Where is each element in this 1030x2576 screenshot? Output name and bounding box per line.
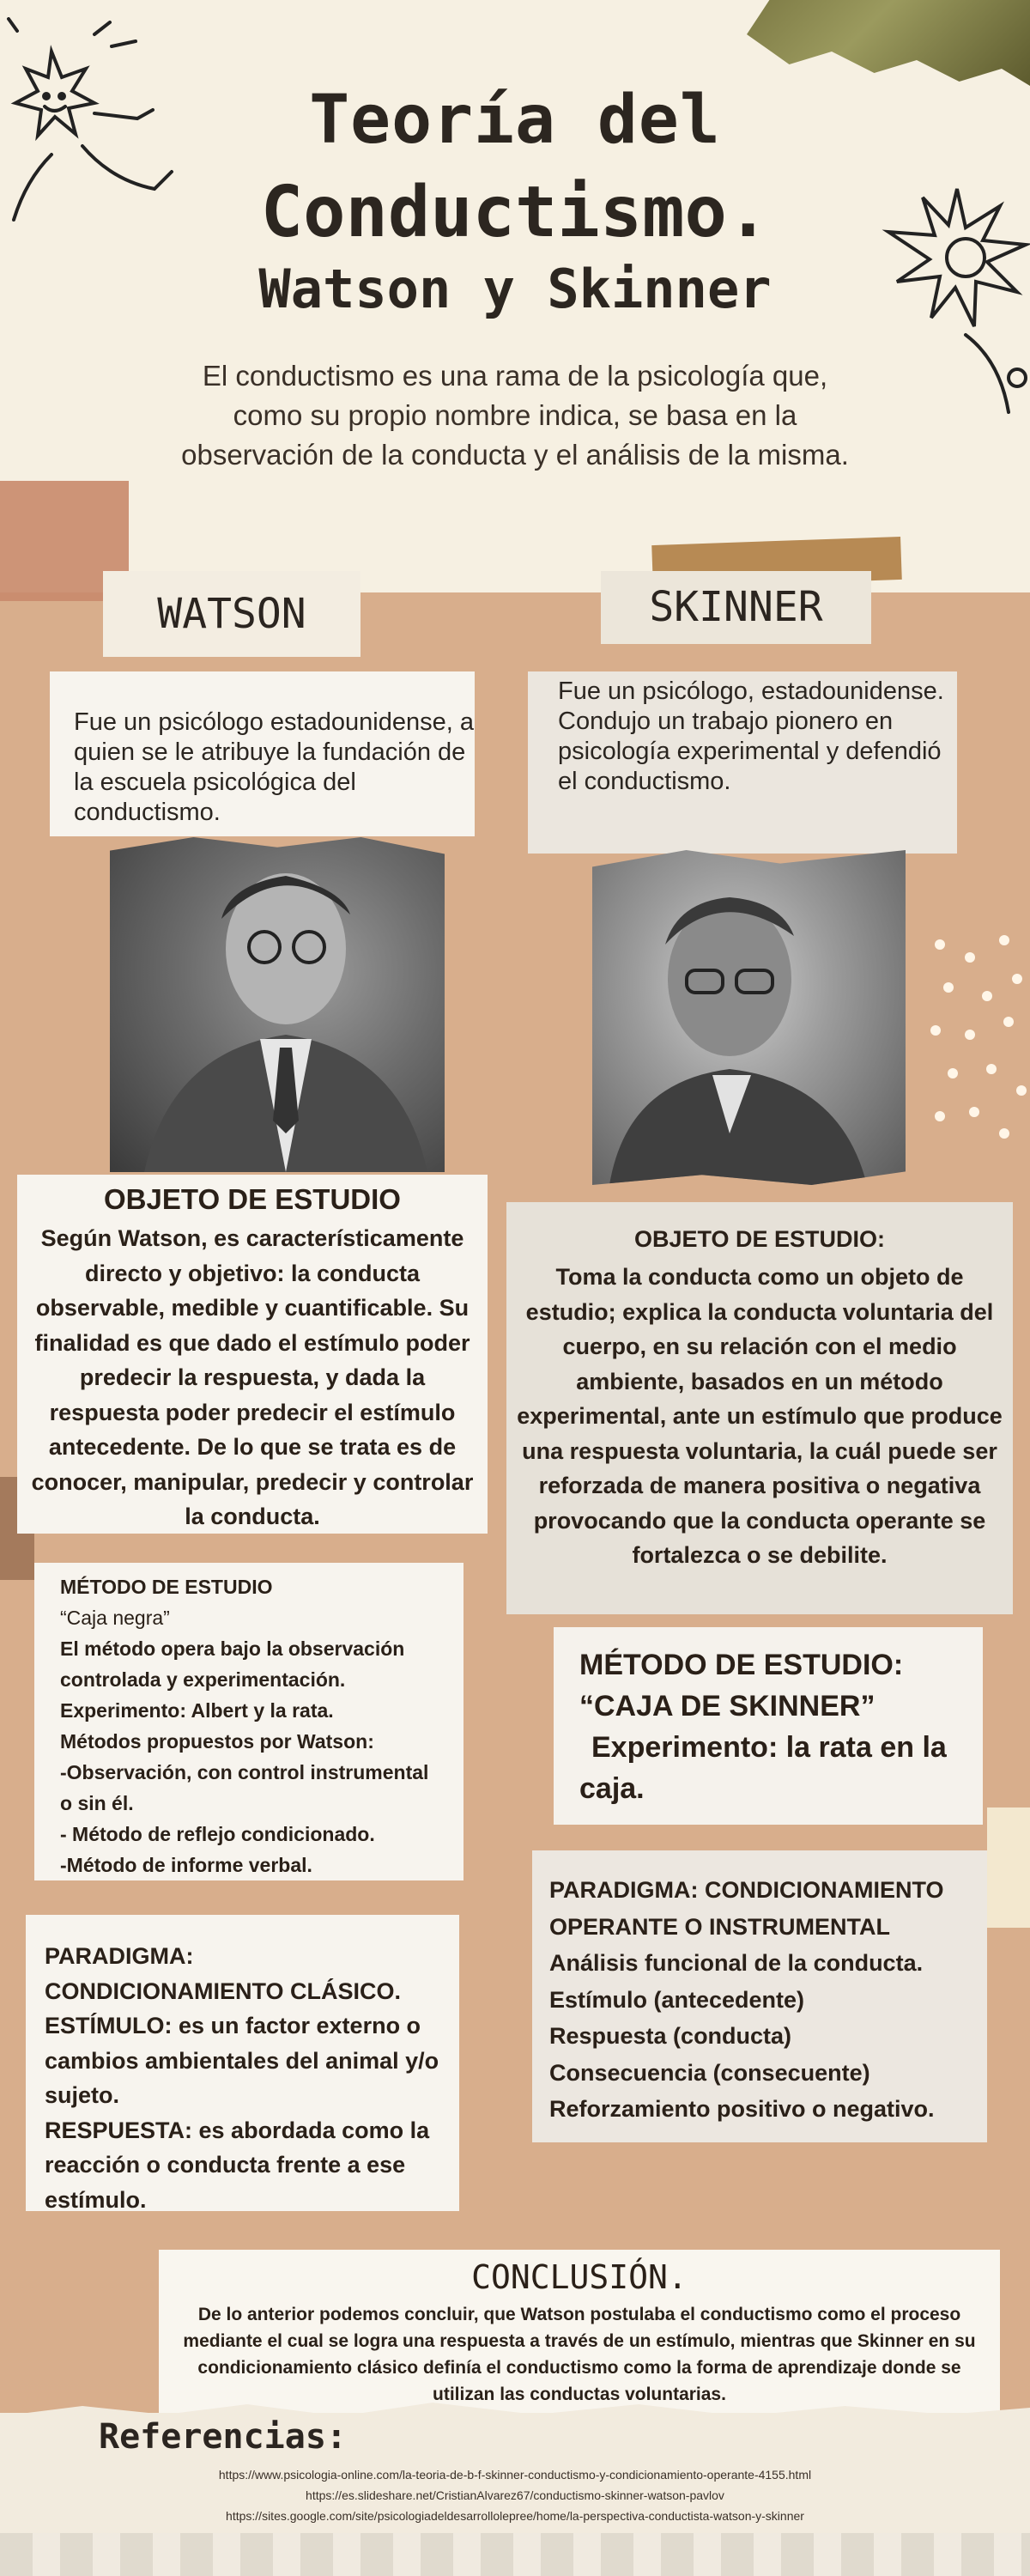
references-list	[0, 2464, 1030, 2526]
watson-metodo-line: El método opera bajo la observación	[60, 1637, 405, 1660]
watson-metodo-line: Métodos propuestos por Watson:	[60, 1730, 374, 1753]
skinner-objeto-title: OBJETO DE ESTUDIO:	[633, 1226, 886, 1252]
watson-paradigma-line: sujeto.	[45, 2082, 120, 2108]
skinner-portrait	[592, 850, 906, 1185]
watson-portrait	[110, 837, 445, 1172]
watson-paradigma-line: RESPUESTA: es abordada como la	[45, 2117, 430, 2143]
watson-paradigma-line: reacción o conducta frente a ese	[45, 2152, 406, 2178]
watson-metodo-line: “Caja negra”	[60, 1607, 170, 1629]
watson-objeto-card	[17, 1175, 488, 1534]
skinner-paradigma-line: Consecuencia (consecuente)	[549, 2059, 870, 2086]
skinner-objeto-card	[506, 1202, 1013, 1614]
skinner-paradigma-line: Respuesta (conducta)	[549, 2023, 792, 2049]
skinner-paradigma-line: Reforzamiento positivo o negativo.	[549, 2096, 935, 2122]
watson-metodo-line: -Método de informe verbal.	[60, 1854, 312, 1876]
references-title: Referencias:	[99, 2417, 347, 2457]
skinner-paradigma-line: PARADIGMA: CONDICIONAMIENTO	[549, 1877, 944, 1903]
watson-description: Fue un psicólogo estadounidense, a quien se le atribuye la fundación de la escuela psicológica del conductismo.	[74, 708, 474, 826]
watson-objeto-title: OBJETO DE ESTUDIO	[104, 1183, 401, 1215]
reference-link[interactable]: https://es.slideshare.net/CristianAlvarez67/conductismo-skinner-watson-pavlov	[306, 2488, 724, 2502]
watson-paradigma-card	[26, 1915, 459, 2211]
person-silhouette-icon	[110, 837, 445, 1172]
watson-metodo-line: o sin él.	[60, 1792, 134, 1814]
skinner-paradigma-line: Estímulo (antecedente)	[549, 1986, 805, 2013]
watson-paradigma-line: CONDICIONAMIENTO CLÁSICO.	[45, 1978, 402, 2004]
watson-metodo-line: Experimento: Albert y la rata.	[60, 1699, 334, 1722]
watson-paradigma-line: estímulo.	[45, 2186, 147, 2213]
reference-link[interactable]: https://sites.google.com/site/psicologiadeldesarrollolepree/home/la-perspectiva-conductista-watson-y-skinner	[226, 2509, 804, 2523]
skinner-metodo-line: caja.	[579, 1772, 645, 1805]
skinner-metodo-card	[554, 1627, 983, 1825]
person-silhouette-icon	[592, 850, 906, 1185]
skinner-paradigma-card	[532, 1850, 987, 2142]
skinner-metodo-line: MÉTODO DE ESTUDIO:	[579, 1649, 904, 1681]
page-title-line1: Teoría del	[309, 82, 721, 159]
skinner-objeto-text: Toma la conducta como un objeto de estudio; explica la conducta voluntaria del cuerpo, en su relación con el medio ambiente, basados en un método experimental, ante un estímulo que produce una respuesta voluntaria, la cuál puede ser reforzada de manera positiva o negativa provocando que la conducta operante se fortalezca o se debilite.	[517, 1264, 1003, 1568]
skinner-description-card	[528, 671, 957, 854]
newspaper-strip-decoration	[0, 2533, 1030, 2576]
dots-decoration-icon	[923, 927, 1030, 1151]
paper-scrap-decoration	[987, 1807, 1030, 1928]
skinner-heading: SKINNER	[601, 571, 871, 644]
watson-description-card	[50, 671, 475, 836]
page-title-line2: Conductismo.	[260, 172, 770, 253]
watson-paradigma-line: ESTÍMULO: es un factor externo o	[45, 2013, 421, 2038]
watson-objeto-text: Según Watson, es característicamente directo y objetivo: la conducta observable, medible y cuantificable. Su finalidad es que dado el estímulo poder predecir la respuesta, y dada la respuesta poder predecir el estímulo antecedente. De lo que se trata es de conocer, manipular, predecir y controlar la conducta.	[31, 1225, 474, 1529]
watson-metodo-line: - Método de reflejo condicionado.	[60, 1823, 375, 1845]
watson-paradigma-line: PARADIGMA:	[45, 1943, 194, 1969]
skinner-paradigma-line: Análisis funcional de la conducta.	[549, 1950, 924, 1976]
conclusion-title: CONCLUSIÓN.	[471, 2258, 688, 2296]
watson-paradigma-line: cambios ambientales del animal y/o	[45, 2047, 439, 2074]
skinner-description: Fue un psicólogo, estadounidense. Condujo un trabajo pionero en psicología experimental y defendió el conductismo.	[558, 677, 944, 795]
reference-link[interactable]: https://www.psicologia-online.com/la-teoria-de-b-f-skinner-conductismo-y-condicionamiento-operante-4155.html	[218, 2468, 812, 2482]
watson-heading: WATSON	[103, 571, 360, 657]
watson-metodo-card	[34, 1563, 464, 1880]
skinner-metodo-line: Experimento: la rata en la	[591, 1731, 947, 1764]
watson-metodo-line: MÉTODO DE ESTUDIO	[60, 1576, 273, 1598]
page-subtitle: Watson y Skinner	[258, 258, 772, 320]
conclusion-text: De lo anterior podemos concluir, que Watson postulaba el conductismo como el proceso mediante el cual se logra una respuesta a través de un estímulo, mientras que Skinner en su condicionamiento clásico definía el conductismo como la forma de aprendizaje donde se utilizan las conductas voluntarias.	[183, 2305, 976, 2404]
watson-metodo-line: -Observación, con control instrumental	[60, 1761, 429, 1783]
intro-paragraph: El conductismo es una rama de la psicología que, como su propio nombre indica, se basa en la observación de la conducta y el análisis de la misma.	[181, 360, 849, 471]
skinner-metodo-line: “CAJA DE SKINNER”	[579, 1690, 876, 1722]
conclusion-card	[159, 2250, 1000, 2417]
skinner-paradigma-line: OPERANTE O INSTRUMENTAL	[549, 1913, 890, 1940]
watson-metodo-line: controlada y experimentación.	[60, 1668, 346, 1691]
